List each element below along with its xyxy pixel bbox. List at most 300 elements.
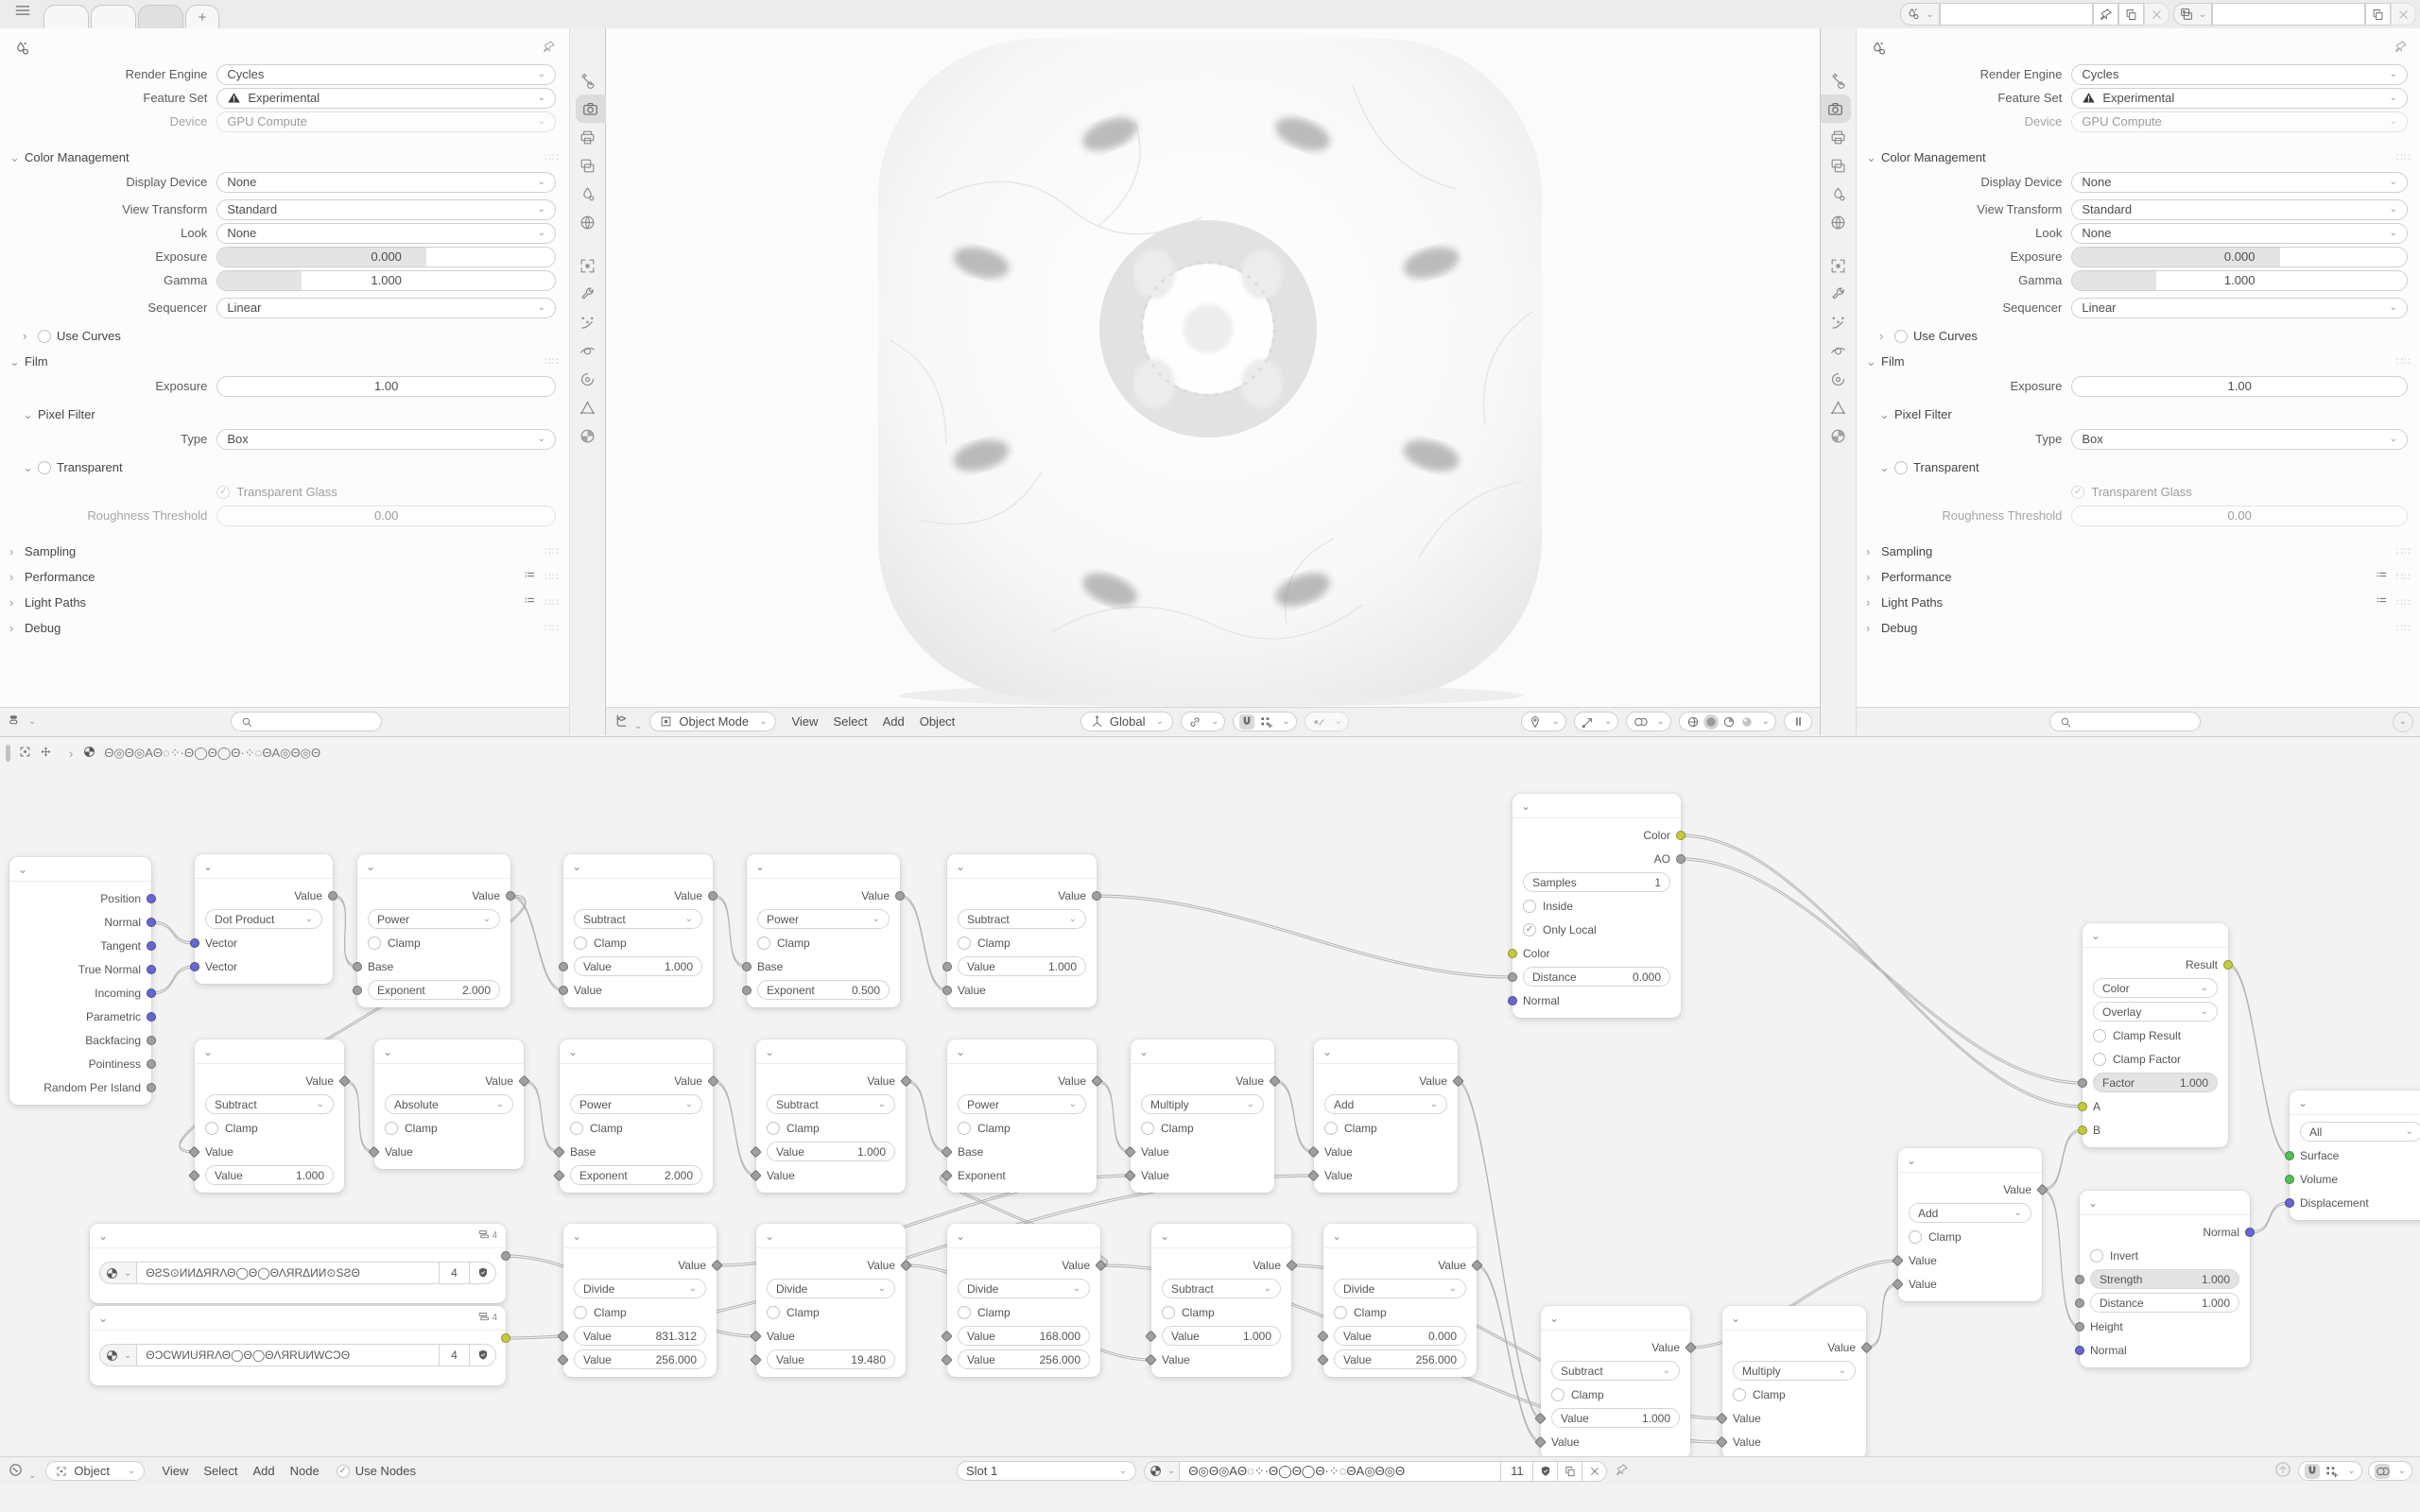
checkbox-clamp[interactable] [368,936,381,950]
properties-search-input[interactable] [231,712,382,731]
output-socket[interactable] [501,1333,510,1343]
section-grip[interactable]: ∷∷ [544,546,560,558]
node-18[interactable] [1151,1224,1291,1377]
collapse-chevron-icon[interactable]: ⌄ [572,859,582,873]
shield-button[interactable] [1533,1461,1558,1482]
input-socket[interactable] [188,1169,200,1181]
pin-button[interactable] [2093,3,2118,26]
properties-tab-object[interactable] [573,251,603,280]
collapse-chevron-icon[interactable]: ⌄ [203,859,214,873]
node-dropdown-all[interactable] [2300,1122,2420,1142]
node-header[interactable] [560,1040,713,1064]
node-dropdown-add[interactable] [1324,1094,1447,1114]
input-socket[interactable] [1508,972,1517,982]
output-socket[interactable] [2036,1183,2048,1195]
input-socket[interactable] [2078,1125,2087,1135]
shader-node-editor[interactable] [0,736,2420,1485]
input-socket[interactable] [750,1353,762,1366]
node-field-value[interactable] [958,956,1086,976]
properties-tab-world[interactable] [1824,208,1854,236]
dropdown-type[interactable] [2071,429,2408,450]
collapse-chevron-icon[interactable]: ⌄ [1521,799,1531,813]
magnet-icon[interactable] [2305,1464,2320,1479]
material-browse-button[interactable] [1144,1461,1180,1482]
node-dropdown-subtract[interactable] [958,909,1086,929]
collapse-button[interactable]: ⌄ [2393,712,2413,732]
collapse-chevron-icon[interactable]: ⌄ [383,1044,393,1058]
properties-tab-view-layer[interactable] [573,151,603,180]
dropdown-device[interactable] [216,112,556,132]
node-snapping-group[interactable] [2298,1461,2361,1481]
collapse-chevron-icon[interactable]: ⌄ [568,1044,579,1058]
node-8[interactable] [560,1040,713,1193]
input-socket[interactable] [2285,1151,2294,1160]
input-socket[interactable] [941,1353,953,1366]
proportional-editing-group[interactable] [1305,712,1349,731]
checkbox-clamp[interactable] [1551,1388,1564,1401]
node-dropdown-dot-product[interactable] [205,909,322,929]
use-nodes-toggle[interactable] [337,1464,416,1478]
node-header[interactable] [90,1224,506,1248]
material-user-count[interactable]: 11 [1501,1461,1533,1482]
collapse-chevron-icon[interactable]: ⌄ [2298,1095,2308,1109]
dropdown-type[interactable] [216,429,556,450]
output-socket[interactable] [147,918,156,927]
input-socket[interactable] [557,1353,569,1366]
scene-selector-name-field[interactable] [1940,3,2093,26]
section-use-curves[interactable] [1857,323,2420,349]
copy-button[interactable] [1558,1461,1582,1482]
collapse-chevron-icon[interactable]: ⌄ [1160,1228,1170,1243]
view-layer-selector-name-field[interactable] [2212,3,2365,26]
checkbox-clamp[interactable] [1334,1306,1347,1319]
output-socket[interactable] [1471,1259,1483,1271]
dropdown-device[interactable] [2071,112,2408,132]
datablock-user-count[interactable]: 4 [440,1262,470,1284]
orientation-dropdown[interactable] [1080,712,1173,731]
input-socket[interactable] [1508,949,1517,958]
node-header[interactable] [756,1224,906,1248]
node-menu-add[interactable]: Add [252,1464,275,1478]
node-field-value[interactable] [1334,1326,1466,1346]
node-field-exponent[interactable] [368,980,500,1000]
properties-tab-physics[interactable] [1824,336,1854,365]
section-grip[interactable]: ∷∷ [2396,356,2411,368]
checkbox-clamp[interactable] [958,1122,971,1135]
properties-tab-tool[interactable] [573,66,603,94]
dropdown-view-transform[interactable] [216,199,556,220]
node-header[interactable] [563,854,713,879]
node-20[interactable] [1512,794,1681,1018]
fake-user-button[interactable] [470,1262,496,1284]
node-dropdown-subtract[interactable] [1551,1361,1680,1381]
node-dropdown-divide[interactable] [574,1279,706,1298]
output-socket[interactable] [1676,831,1685,840]
node-field-value[interactable] [574,956,702,976]
output-socket[interactable] [518,1074,530,1087]
dropdown-render-engine[interactable] [216,64,556,85]
input-socket[interactable] [1716,1412,1728,1424]
datablock-name-field[interactable]: ΘƆCWИUЯRΛΘ◯Θ◯ΘΛЯRUИWCƆΘ [137,1344,440,1366]
input-socket[interactable] [559,962,568,971]
node-field-factor[interactable] [2093,1073,2218,1092]
node-header[interactable] [1898,1148,2042,1173]
node-13[interactable] [90,1224,506,1303]
node-dropdown-divide[interactable] [958,1279,1090,1298]
output-socket[interactable] [1676,854,1685,864]
node-dropdown-subtract[interactable] [574,909,702,929]
copy-button[interactable] [2365,3,2391,26]
node-field-value[interactable] [1162,1326,1281,1346]
input-socket[interactable] [1892,1278,1904,1290]
collapse-chevron-icon[interactable]: ⌄ [2088,1195,2099,1210]
close-button[interactable] [2391,3,2416,26]
output-socket[interactable] [711,1259,723,1271]
input-socket[interactable] [742,962,752,971]
material-browse-button[interactable] [99,1344,137,1366]
node-dropdown-subtract[interactable] [767,1094,895,1114]
checkbox-clamp[interactable] [1733,1388,1746,1401]
properties-tab-output[interactable] [573,123,603,151]
checkbox-clamp[interactable] [1324,1122,1338,1135]
node-21[interactable] [1541,1306,1690,1459]
snap-grid-icon[interactable] [1258,714,1273,730]
magnet-icon[interactable] [1239,714,1254,730]
viewport-menu-select[interactable]: Select [833,714,868,729]
checkbox-use-curves[interactable] [1894,330,1908,343]
pin-toggle[interactable] [2394,40,2408,57]
output-socket[interactable] [1860,1341,1873,1353]
collapse-chevron-icon[interactable]: ⌄ [765,1044,775,1058]
checkbox-clamp[interactable] [767,1122,780,1135]
section-grip[interactable]: ∷∷ [544,572,560,583]
input-socket[interactable] [750,1169,762,1181]
node-dropdown-overlay[interactable] [2093,1002,2218,1022]
section-sampling[interactable] [0,539,569,564]
input-socket[interactable] [1307,1145,1320,1158]
section-transparent[interactable] [1857,455,2420,480]
checkbox-transparent[interactable] [1894,461,1908,474]
field-roughness-threshold[interactable] [216,506,556,526]
editor-type-button[interactable] [614,713,642,731]
section-grip[interactable]: ∷∷ [544,356,560,368]
annotate-icon[interactable] [1528,714,1543,730]
pin-toggle[interactable] [542,40,556,57]
input-socket[interactable] [941,1169,953,1181]
output-socket[interactable] [147,1083,156,1092]
section-grip[interactable]: ∷∷ [2396,152,2411,163]
node-menu-select[interactable]: Select [203,1464,238,1478]
node-field-distance[interactable] [1523,967,1670,987]
input-socket[interactable] [1307,1169,1320,1181]
node-header[interactable] [195,1040,344,1064]
node-19[interactable] [1323,1224,1477,1377]
checkbox-transparent-glass[interactable]: ✓ [2071,486,2084,499]
properties-tab-material[interactable] [573,421,603,450]
workspace-tab-3[interactable] [138,5,183,28]
overlays-group[interactable] [1626,712,1670,731]
input-socket[interactable] [557,1330,569,1342]
dropdown-render-engine[interactable] [2071,64,2408,85]
collapse-chevron-icon[interactable]: ⌄ [755,859,766,873]
input-socket[interactable] [188,1145,200,1158]
properties-tab-output[interactable] [1824,123,1854,151]
node-0[interactable] [9,857,151,1105]
material-browse-button[interactable] [99,1262,137,1284]
node-field-value[interactable] [958,1349,1090,1369]
input-socket[interactable] [190,962,199,971]
properties-tab-physics[interactable] [573,336,603,365]
node-11[interactable] [1131,1040,1274,1193]
output-socket[interactable] [328,891,337,901]
node-dropdown-absolute[interactable] [385,1094,513,1114]
collapse-chevron-icon[interactable]: ⌄ [2091,928,2101,942]
node-header[interactable] [9,857,151,882]
node-dropdown-divide[interactable] [767,1279,895,1298]
input-socket[interactable] [2285,1198,2294,1208]
node-field-distance[interactable] [2090,1293,2239,1313]
slider-exposure[interactable] [2071,247,2408,267]
overlay-icon[interactable] [2375,1464,2390,1479]
pause-render-button[interactable] [1784,712,1812,731]
list-icon[interactable] [522,593,537,611]
input-socket[interactable] [2075,1275,2084,1284]
checkbox-only-local[interactable]: ✓ [1523,923,1536,936]
node-15[interactable] [563,1224,717,1377]
node-header[interactable] [357,854,510,879]
checkbox-clamp[interactable] [767,1306,780,1319]
node-field-value[interactable] [205,1165,334,1185]
collapse-chevron-icon[interactable]: ⌄ [98,1311,109,1325]
input-socket[interactable] [2285,1175,2294,1184]
input-socket[interactable] [1716,1435,1728,1448]
dropdown-sequencer[interactable] [216,298,556,318]
datablock-user-count[interactable]: 4 [440,1344,470,1366]
properties-tab-scene[interactable] [573,180,603,208]
snap-grid-icon[interactable] [2324,1464,2339,1479]
datablock-name-field[interactable]: ΘƧS⊙ИИΔЯRΛΘ◯Θ◯ΘΛЯRΔИИ⊙SƧΘ [137,1262,440,1284]
section-debug[interactable] [0,615,569,641]
gizmo-icon[interactable] [1581,714,1596,730]
section-performance[interactable] [1857,564,2420,590]
node-5[interactable] [947,854,1097,1007]
dropdown-feature-set[interactable] [216,88,556,109]
node-dropdown-subtract[interactable] [205,1094,334,1114]
input-socket[interactable] [2075,1322,2084,1332]
collapse-chevron-icon[interactable]: ⌄ [956,1044,966,1058]
checkbox-invert[interactable] [2090,1249,2103,1263]
node-field-strength[interactable] [2090,1269,2239,1289]
collapse-chevron-icon[interactable]: ⌄ [956,859,966,873]
output-socket[interactable] [501,1251,510,1261]
checkbox-clamp[interactable] [958,1306,971,1319]
properties-tab-render[interactable] [576,94,606,123]
section-light-paths[interactable] [0,590,569,615]
node-field-samples[interactable] [1523,872,1670,892]
checkbox-clamp-result[interactable] [2093,1029,2106,1042]
node-1[interactable] [195,854,333,984]
collapse-chevron-icon[interactable]: ⌄ [1139,1044,1150,1058]
visibility-group[interactable] [1521,712,1565,731]
checkbox-inside[interactable] [1523,900,1536,913]
checkbox-clamp[interactable] [385,1122,398,1135]
output-socket[interactable] [1685,1341,1697,1353]
dropdown-look[interactable] [216,223,556,244]
input-socket[interactable] [1534,1412,1547,1424]
dropdown-display-device[interactable] [216,172,556,193]
properties-tab-data[interactable] [573,393,603,421]
properties-tab-constraints[interactable] [573,365,603,393]
output-socket[interactable] [147,941,156,951]
node-header[interactable] [195,854,333,879]
collapse-chevron-icon[interactable]: ⌄ [98,1228,109,1243]
viewport-menu-add[interactable]: Add [882,714,905,729]
close-button[interactable] [1582,1461,1607,1482]
shader-type-dropdown[interactable] [45,1461,145,1481]
gizmo-group[interactable] [1574,712,1618,731]
output-socket[interactable] [2245,1228,2255,1237]
properties-tab-render[interactable] [1821,94,1851,123]
proportional-icon[interactable] [1311,714,1326,730]
checkbox-clamp[interactable] [958,936,971,950]
collapse-chevron-icon[interactable]: ⌄ [203,1044,214,1058]
input-socket[interactable] [553,1145,565,1158]
editor-type-button[interactable] [8,1462,36,1481]
node-field-value[interactable] [1551,1408,1680,1428]
section-grip[interactable]: ∷∷ [544,152,560,163]
node-header[interactable] [1151,1224,1291,1248]
material-pin-toggle[interactable] [1615,1463,1629,1480]
checkbox-transparent-glass[interactable]: ✓ [216,486,230,499]
section-performance[interactable] [0,564,569,590]
node-header[interactable] [2080,1191,2250,1215]
node-overlays-group[interactable] [2368,1461,2412,1481]
properties-tab-modifiers[interactable] [573,280,603,308]
node-dropdown-multiply[interactable] [1141,1094,1264,1114]
node-dropdown-divide[interactable] [1334,1279,1466,1298]
node-header[interactable] [1541,1306,1690,1331]
scrollbar-nub[interactable] [6,745,10,762]
input-socket[interactable] [750,1330,762,1342]
node-23[interactable] [1898,1148,2042,1301]
list-icon[interactable] [2374,593,2389,611]
output-socket[interactable] [147,988,156,998]
section-transparent[interactable] [0,455,569,480]
collapse-chevron-icon[interactable]: ⌄ [18,862,28,876]
input-socket[interactable] [942,962,952,971]
checkbox-transparent[interactable] [38,461,51,474]
collapse-chevron-icon[interactable]: ⌄ [1332,1228,1342,1243]
input-socket[interactable] [2078,1102,2087,1111]
shading-mode-group[interactable] [1679,712,1776,731]
node-25[interactable] [2080,1191,2250,1367]
field-exposure[interactable] [216,376,556,397]
section-film[interactable] [1857,349,2420,374]
section-grip[interactable]: ∷∷ [2396,623,2411,634]
input-socket[interactable] [2078,1078,2087,1088]
list-icon[interactable] [522,568,537,586]
checkbox-clamp-factor[interactable] [2093,1053,2106,1066]
node-dropdown-multiply[interactable] [1733,1361,1856,1381]
section-grip[interactable]: ∷∷ [544,623,560,634]
output-socket[interactable] [1091,1074,1103,1087]
list-icon[interactable] [2374,568,2389,586]
node-menu-view[interactable]: View [162,1464,189,1478]
checkbox-clamp[interactable] [1162,1306,1175,1319]
collapse-chevron-icon[interactable]: ⌄ [1549,1311,1560,1325]
input-socket[interactable] [1317,1330,1329,1342]
node-header[interactable] [947,854,1097,879]
slot-dropdown[interactable] [957,1461,1136,1481]
input-socket[interactable] [1534,1435,1547,1448]
checkbox-clamp[interactable] [574,1306,587,1319]
input-socket[interactable] [1145,1353,1157,1366]
input-socket[interactable] [190,938,199,948]
node-header[interactable] [2290,1091,2420,1115]
node-4[interactable] [747,854,900,1007]
output-socket[interactable] [1269,1074,1281,1087]
slider-gamma[interactable] [2071,270,2408,291]
node-dropdown-color[interactable] [2093,978,2218,998]
properties-search-input[interactable] [2049,712,2201,731]
snapping-group[interactable] [1233,712,1296,731]
checkbox-clamp[interactable] [574,936,587,950]
output-socket[interactable] [506,891,515,901]
output-socket[interactable] [1095,1259,1107,1271]
viewport-menu-view[interactable]: View [791,714,819,729]
section-grip[interactable]: ∷∷ [2396,546,2411,558]
node-22[interactable] [1722,1306,1866,1459]
slider-gamma[interactable] [216,270,556,291]
node-field-value[interactable] [1334,1349,1466,1369]
input-socket[interactable] [1892,1254,1904,1266]
node-3[interactable] [563,854,713,1007]
node-26[interactable] [2290,1091,2420,1220]
section-sampling[interactable] [1857,539,2420,564]
section-color-management[interactable] [1857,145,2420,170]
field-exposure[interactable] [2071,376,2408,397]
input-socket[interactable] [2075,1298,2084,1308]
output-socket[interactable] [338,1074,351,1087]
node-dropdown-add[interactable] [1909,1203,2031,1223]
properties-tab-scene[interactable] [1824,180,1854,208]
node-header[interactable] [747,854,900,879]
field-roughness-threshold[interactable] [2071,506,2408,526]
section-use-curves[interactable] [0,323,569,349]
node-header[interactable] [90,1306,506,1331]
shading-rendered[interactable] [1739,714,1754,730]
properties-tab-constraints[interactable] [1824,365,1854,393]
node-dropdown-power[interactable] [757,909,890,929]
checkbox-clamp[interactable] [205,1122,218,1135]
output-socket[interactable] [1092,891,1101,901]
use-nodes-checkbox[interactable]: ✓ [337,1465,350,1478]
input-socket[interactable] [1317,1353,1329,1366]
node-field-value[interactable] [574,1326,706,1346]
scene-selector-browse[interactable] [1900,3,1939,26]
node-7[interactable] [374,1040,524,1169]
node-14[interactable] [90,1306,506,1385]
output-socket[interactable] [147,1036,156,1045]
collapse-chevron-icon[interactable]: ⌄ [956,1228,966,1243]
input-socket[interactable] [1124,1145,1136,1158]
output-socket[interactable] [707,1074,719,1087]
node-header[interactable] [1314,1040,1458,1064]
collapse-chevron-icon[interactable]: ⌄ [366,859,376,873]
node-field-value[interactable] [958,1326,1090,1346]
node-field-value[interactable] [767,1142,895,1161]
output-socket[interactable] [147,965,156,974]
